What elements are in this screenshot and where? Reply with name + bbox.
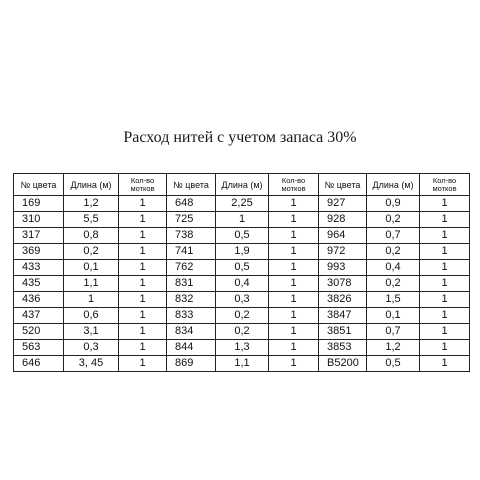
skeins-cell: 1 <box>269 308 319 324</box>
length-cell: 1 <box>64 292 119 308</box>
skeins-cell: 1 <box>420 260 470 276</box>
table-row <box>14 244 470 260</box>
skeins-cell: 1 <box>420 292 470 308</box>
length-cell: 0,4 <box>216 276 269 292</box>
color-number-cell: 436 <box>14 292 64 308</box>
skeins-header: Кол-во мотков <box>269 174 319 196</box>
table-row <box>14 212 470 228</box>
length-cell: 1,9 <box>216 244 269 260</box>
color-number-cell: 738 <box>167 228 216 244</box>
length-cell: 0,2 <box>367 244 420 260</box>
skeins-cell: 1 <box>119 212 167 228</box>
color-number-cell: 433 <box>14 260 64 276</box>
skeins-cell: 1 <box>420 276 470 292</box>
color-number-cell: 972 <box>319 244 367 260</box>
table-body <box>14 196 470 372</box>
skeins-cell: 1 <box>119 196 167 212</box>
length-cell: 0,2 <box>216 324 269 340</box>
length-cell: 0,2 <box>367 276 420 292</box>
length-cell: 0,2 <box>216 308 269 324</box>
length-cell: 1,1 <box>216 356 269 372</box>
color-number-cell: 844 <box>167 340 216 356</box>
table-row <box>14 292 470 308</box>
thread-consumption-table <box>13 173 470 372</box>
skeins-cell: 1 <box>269 228 319 244</box>
length-cell: 0,3 <box>216 292 269 308</box>
color-number-cell: 3826 <box>319 292 367 308</box>
skeins-cell: 1 <box>420 324 470 340</box>
color-number-cell: 3847 <box>319 308 367 324</box>
color-number-cell: 3851 <box>319 324 367 340</box>
length-cell: 0,2 <box>64 244 119 260</box>
length-cell: 1,1 <box>64 276 119 292</box>
color-number-cell: 169 <box>14 196 64 212</box>
length-cell: 0,6 <box>64 308 119 324</box>
color-number-cell: B5200 <box>319 356 367 372</box>
length-cell: 0,9 <box>367 196 420 212</box>
color-number-cell: 927 <box>319 196 367 212</box>
length-cell: 3,1 <box>64 324 119 340</box>
skeins-cell: 1 <box>269 196 319 212</box>
color-number-cell: 928 <box>319 212 367 228</box>
length-cell: 0,4 <box>367 260 420 276</box>
skeins-cell: 1 <box>119 260 167 276</box>
color-number-cell: 762 <box>167 260 216 276</box>
skeins-cell: 1 <box>119 308 167 324</box>
length-cell: 0,3 <box>64 340 119 356</box>
color-number-cell: 563 <box>14 340 64 356</box>
color-number-cell: 437 <box>14 308 64 324</box>
table-row <box>14 196 470 212</box>
length-cell: 1,2 <box>64 196 119 212</box>
length-cell: 2,25 <box>216 196 269 212</box>
skeins-cell: 1 <box>420 308 470 324</box>
skeins-cell: 1 <box>269 292 319 308</box>
length-header: Длина (м) <box>64 174 119 196</box>
color-number-cell: 993 <box>319 260 367 276</box>
skeins-cell: 1 <box>269 324 319 340</box>
skeins-header: Кол-во мотков <box>119 174 167 196</box>
skeins-cell: 1 <box>269 276 319 292</box>
color-number-cell: 833 <box>167 308 216 324</box>
table-row <box>14 260 470 276</box>
skeins-cell: 1 <box>420 212 470 228</box>
color-number-cell: 831 <box>167 276 216 292</box>
length-cell: 0,1 <box>64 260 119 276</box>
color-number-cell: 834 <box>167 324 216 340</box>
length-cell: 0,2 <box>367 212 420 228</box>
length-cell: 3, 45 <box>64 356 119 372</box>
length-cell: 1,2 <box>367 340 420 356</box>
color-number-cell: 741 <box>167 244 216 260</box>
color-number-cell: 725 <box>167 212 216 228</box>
skeins-cell: 1 <box>420 244 470 260</box>
skeins-cell: 1 <box>420 356 470 372</box>
skeins-cell: 1 <box>269 244 319 260</box>
skeins-header: Кол-во мотков <box>420 174 470 196</box>
color-number-cell: 3078 <box>319 276 367 292</box>
length-cell: 0,5 <box>216 260 269 276</box>
length-cell: 0,5 <box>216 228 269 244</box>
color-number-header: № цвета <box>319 174 367 196</box>
length-cell: 0,8 <box>64 228 119 244</box>
length-header: Длина (м) <box>367 174 420 196</box>
skeins-cell: 1 <box>119 292 167 308</box>
skeins-cell: 1 <box>420 228 470 244</box>
table-row <box>14 228 470 244</box>
color-number-cell: 435 <box>14 276 64 292</box>
skeins-cell: 1 <box>269 340 319 356</box>
length-cell: 5,5 <box>64 212 119 228</box>
length-cell: 0,5 <box>367 356 420 372</box>
table-row <box>14 308 470 324</box>
length-cell: 1,3 <box>216 340 269 356</box>
color-number-cell: 310 <box>14 212 64 228</box>
color-number-cell: 648 <box>167 196 216 212</box>
skeins-cell: 1 <box>119 340 167 356</box>
table-row <box>14 276 470 292</box>
table-header-row <box>14 174 470 196</box>
length-cell: 0,7 <box>367 228 420 244</box>
skeins-cell: 1 <box>269 356 319 372</box>
color-number-cell: 520 <box>14 324 64 340</box>
color-number-header: № цвета <box>167 174 216 196</box>
color-number-cell: 317 <box>14 228 64 244</box>
color-number-cell: 646 <box>14 356 64 372</box>
length-cell: 0,7 <box>367 324 420 340</box>
length-cell: 0,1 <box>367 308 420 324</box>
color-number-cell: 964 <box>319 228 367 244</box>
skeins-cell: 1 <box>119 324 167 340</box>
table-row <box>14 340 470 356</box>
skeins-cell: 1 <box>420 340 470 356</box>
skeins-cell: 1 <box>119 244 167 260</box>
skeins-cell: 1 <box>420 196 470 212</box>
length-cell: 1 <box>216 212 269 228</box>
page-title: Расход нитей с учетом запаса 30% <box>123 129 357 146</box>
length-cell: 1,5 <box>367 292 420 308</box>
skeins-cell: 1 <box>269 260 319 276</box>
color-number-cell: 3853 <box>319 340 367 356</box>
table-row <box>14 356 470 372</box>
color-number-cell: 369 <box>14 244 64 260</box>
skeins-cell: 1 <box>269 212 319 228</box>
color-number-cell: 869 <box>167 356 216 372</box>
color-number-cell: 832 <box>167 292 216 308</box>
skeins-cell: 1 <box>119 356 167 372</box>
skeins-cell: 1 <box>119 276 167 292</box>
length-header: Длина (м) <box>216 174 269 196</box>
color-number-header: № цвета <box>14 174 64 196</box>
table-row <box>14 324 470 340</box>
skeins-cell: 1 <box>119 228 167 244</box>
